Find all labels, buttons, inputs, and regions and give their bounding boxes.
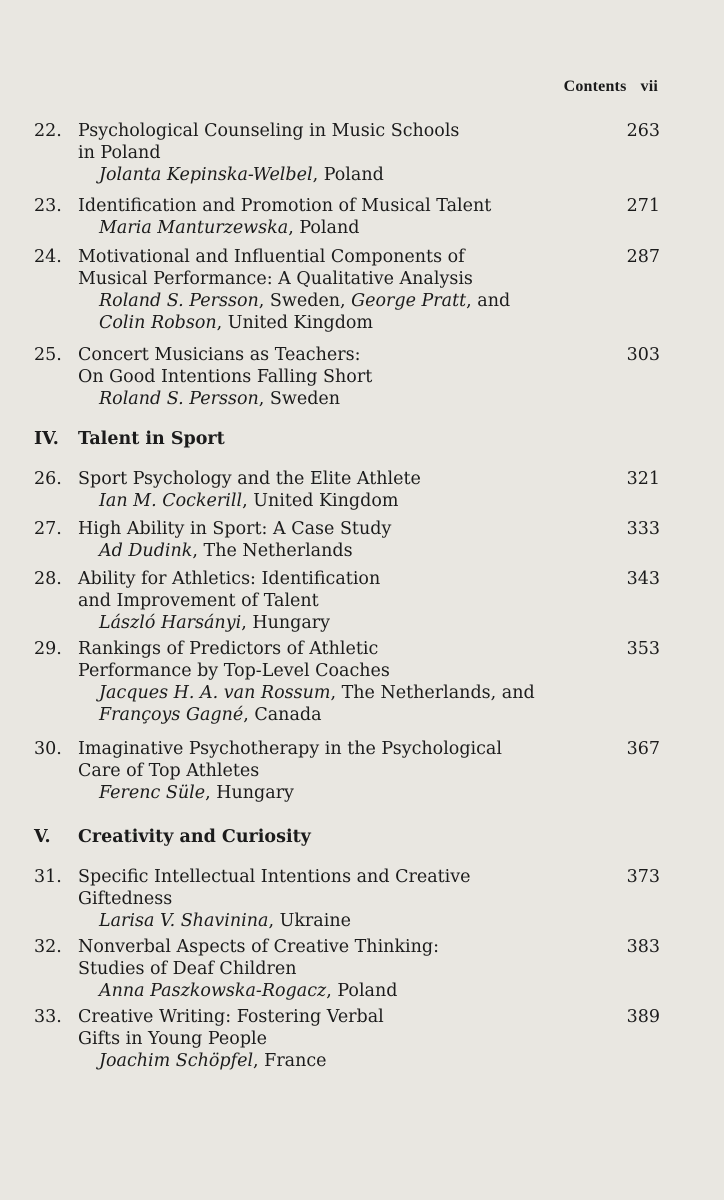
author-affiliation: , Sweden, xyxy=(258,291,352,311)
author-line xyxy=(99,704,322,726)
section-title: Creativity and Curiosity xyxy=(78,827,311,847)
author-line xyxy=(99,540,353,562)
page-number: 287 xyxy=(626,247,660,267)
page-number: 271 xyxy=(626,196,660,216)
author-name: Roland S. Persson xyxy=(99,389,259,409)
author-affiliation: , The Netherlands, and xyxy=(330,683,535,703)
section-number: IV. xyxy=(34,429,59,449)
author-name: Colin Robson xyxy=(99,313,217,333)
author-line xyxy=(99,1050,327,1072)
page-number: 303 xyxy=(626,345,660,365)
author-name: Ian M. Cockerill xyxy=(99,491,243,511)
author-name: Maria Manturzewska xyxy=(99,218,289,238)
author-name: Jolanta Kepinska-Welbel xyxy=(99,165,313,185)
page-number: 333 xyxy=(626,519,660,539)
chapter-title-line: Nonverbal Aspects of Creative Thinking: xyxy=(78,937,440,957)
author-name: Anna Paszkowska-Rogacz xyxy=(99,981,327,1001)
chapter-number: 33. xyxy=(34,1007,62,1027)
chapter-title-line: Identification and Promotion of Musical Talent xyxy=(78,196,492,216)
chapter-number: 24. xyxy=(34,247,62,267)
chapter-number: 28. xyxy=(34,569,62,589)
chapter-title-line: On Good Intentions Falling Short xyxy=(78,367,373,387)
chapter-title-line: Studies of Deaf Children xyxy=(78,959,297,979)
author-line xyxy=(99,490,398,512)
page-number: 383 xyxy=(626,937,660,957)
author-line xyxy=(99,388,340,410)
chapter-number: 23. xyxy=(34,196,62,216)
chapter-title xyxy=(78,638,548,682)
author-name: Jacques H. A. van Rossum xyxy=(99,683,331,703)
author-line xyxy=(99,290,510,312)
chapter-number: 25. xyxy=(34,345,62,365)
author-name: Joachim Schöpfel xyxy=(99,1051,254,1071)
author-line xyxy=(99,682,535,704)
chapter-title-line: Gifts in Young People xyxy=(78,1029,267,1049)
chapter-number: 31. xyxy=(34,867,62,887)
author-name: Ad Dudink xyxy=(99,541,193,561)
chapter-title xyxy=(78,195,548,217)
chapter-number: 22. xyxy=(34,121,62,141)
author-affiliation: , France xyxy=(253,1051,327,1071)
chapter-number: 26. xyxy=(34,469,62,489)
author-line xyxy=(99,910,351,932)
chapter-title-line: Musical Performance: A Qualitative Analysis xyxy=(78,269,473,289)
section-heading xyxy=(34,827,311,847)
author-line xyxy=(99,980,397,1002)
section-heading xyxy=(34,429,225,449)
page-number: 373 xyxy=(626,867,660,887)
chapter-title-line: Creative Writing: Fostering Verbal xyxy=(78,1007,384,1027)
chapter-title-line: Giftedness xyxy=(78,889,173,909)
author-affiliation: , and xyxy=(466,291,511,311)
chapter-title xyxy=(78,1006,548,1050)
chapter-title xyxy=(78,344,548,388)
chapter-title-line: Rankings of Predictors of Athletic xyxy=(78,639,379,659)
chapter-title xyxy=(78,568,548,612)
author-affiliation: , Poland xyxy=(288,218,360,238)
chapter-title xyxy=(78,936,548,980)
author-line xyxy=(99,612,330,634)
chapter-title-line: and Improvement of Talent xyxy=(78,591,319,611)
chapter-title-line: Specific Intellectual Intentions and Creative xyxy=(78,867,471,887)
page-number: 321 xyxy=(626,469,660,489)
page-number: 389 xyxy=(626,1007,660,1027)
chapter-title-line: High Ability in Sport: A Case Study xyxy=(78,519,392,539)
chapter-title-line: Sport Psychology and the Elite Athlete xyxy=(78,469,421,489)
chapter-title-line: Imaginative Psychotherapy in the Psychological xyxy=(78,739,502,759)
page-number: 263 xyxy=(626,121,660,141)
author-line xyxy=(99,782,294,804)
author-name: Françoys Gagné xyxy=(99,705,244,725)
author-name: Larisa V. Shavinina xyxy=(99,911,269,931)
chapter-title xyxy=(78,866,548,910)
section-number: V. xyxy=(34,827,51,847)
author-affiliation: , Poland xyxy=(312,165,384,185)
chapter-title-line: Performance by Top-Level Coaches xyxy=(78,661,390,681)
author-affiliation: , Ukraine xyxy=(268,911,351,931)
author-affiliation: , Hungary xyxy=(241,613,331,633)
author-name: László Harsányi xyxy=(99,613,242,633)
page-number: 343 xyxy=(626,569,660,589)
chapter-title-line: in Poland xyxy=(78,143,161,163)
chapter-title xyxy=(78,738,548,782)
author-line xyxy=(99,217,359,239)
chapter-title xyxy=(78,518,548,540)
author-affiliation: , Canada xyxy=(243,705,322,725)
chapter-title xyxy=(78,120,548,164)
author-affiliation: , Poland xyxy=(326,981,398,1001)
chapter-title xyxy=(78,246,548,290)
author-name: Roland S. Persson xyxy=(99,291,259,311)
author-line xyxy=(99,164,384,186)
author-affiliation: , United Kingdom xyxy=(216,313,374,333)
chapter-title-line: Psychological Counseling in Music Schools xyxy=(78,121,460,141)
author-affiliation: , The Netherlands xyxy=(192,541,353,561)
chapter-title-line: Motivational and Influential Components of xyxy=(78,247,465,267)
chapter-title-line: Concert Musicians as Teachers: xyxy=(78,345,361,365)
chapter-number: 32. xyxy=(34,937,62,957)
chapter-number: 29. xyxy=(34,639,62,659)
author-line xyxy=(99,312,373,334)
chapter-number: 30. xyxy=(34,739,62,759)
author-name: Ferenc Süle xyxy=(99,783,206,803)
author-affiliation: , United Kingdom xyxy=(242,491,399,511)
author-affiliation: , Sweden xyxy=(258,389,341,409)
author-affiliation: , Hungary xyxy=(205,783,294,803)
author-name: George Pratt xyxy=(351,291,467,311)
page-number: 367 xyxy=(626,739,660,759)
page-number: 353 xyxy=(626,639,660,659)
header-label: Contents xyxy=(563,78,627,95)
running-header xyxy=(564,78,658,96)
chapter-title xyxy=(78,468,548,490)
chapter-title-line: Care of Top Athletes xyxy=(78,761,260,781)
header-page-number: vii xyxy=(640,78,658,95)
chapter-number: 27. xyxy=(34,519,62,539)
chapter-title-line: Ability for Athletics: Identification xyxy=(78,569,381,589)
section-title: Talent in Sport xyxy=(78,429,225,449)
